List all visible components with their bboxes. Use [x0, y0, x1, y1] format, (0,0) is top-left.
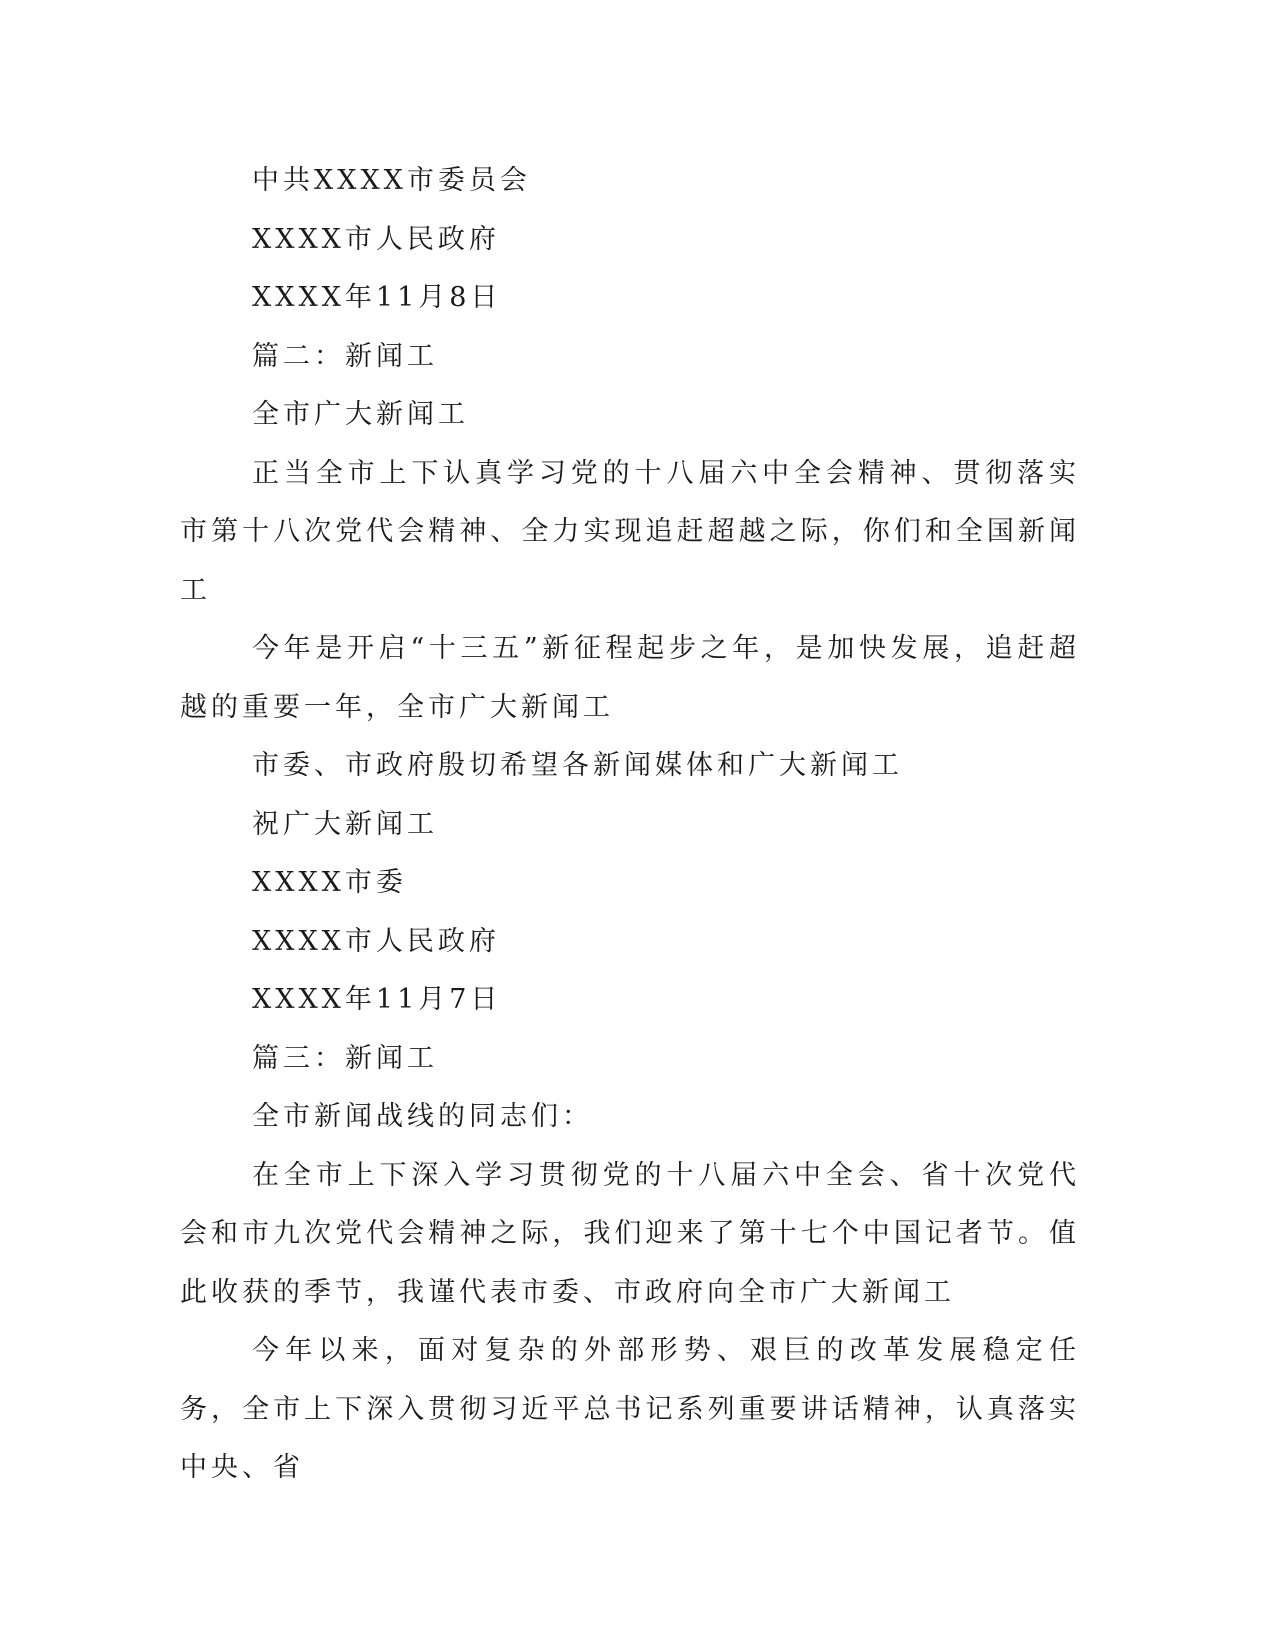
- signature-date: XXXX年11月8日: [252, 282, 502, 313]
- body-paragraph: 正当全市上下认真学习党的十八届六中全会精神、贯彻落实市第十八次党代会精神、全力实现追赶超越之际，你们和全国新闻工: [180, 457, 1080, 606]
- salutation: 全市广大新闻工: [252, 399, 469, 430]
- signature-date: XXXX年11月7日: [252, 984, 502, 1015]
- body-paragraph: 市委、市政府殷切希望各新闻媒体和广大新闻工: [252, 750, 903, 781]
- body-paragraph: 今年以来，面对复杂的外部形势、艰巨的改革发展稳定任务，全市上下深入贯彻习近平总书记系列重要讲话精神，认真落实中央、省: [180, 1335, 1080, 1483]
- salutation: 全市新闻战线的同志们：: [252, 1101, 593, 1132]
- signature-party-committee: 中共XXXX市委员会: [252, 165, 531, 196]
- body-paragraph: 今年是开启“十三五”新征程起步之年，是加快发展，追赶超越的重要一年，全市广大新闻工: [180, 633, 1080, 723]
- signature-party-committee: XXXX市委: [252, 867, 407, 898]
- document-body: [180, 152, 1080, 1498]
- closing-wish: 祝广大新闻工: [252, 808, 438, 840]
- signature-government: XXXX市人民政府: [252, 925, 500, 957]
- body-paragraph: 在全市上下深入学习贯彻党的十八届六中全会、省十次党代会和市九次党代会精神之际，我们迎来了第十七个中国记者节。值此收获的季节，我谨代表市委、市政府向全市广大新闻工: [180, 1159, 1080, 1308]
- section-heading-part-two: 篇二：新闻工: [252, 340, 438, 372]
- section-heading-part-three: 篇三：新闻工: [252, 1042, 438, 1074]
- signature-government: XXXX市人民政府: [252, 223, 500, 255]
